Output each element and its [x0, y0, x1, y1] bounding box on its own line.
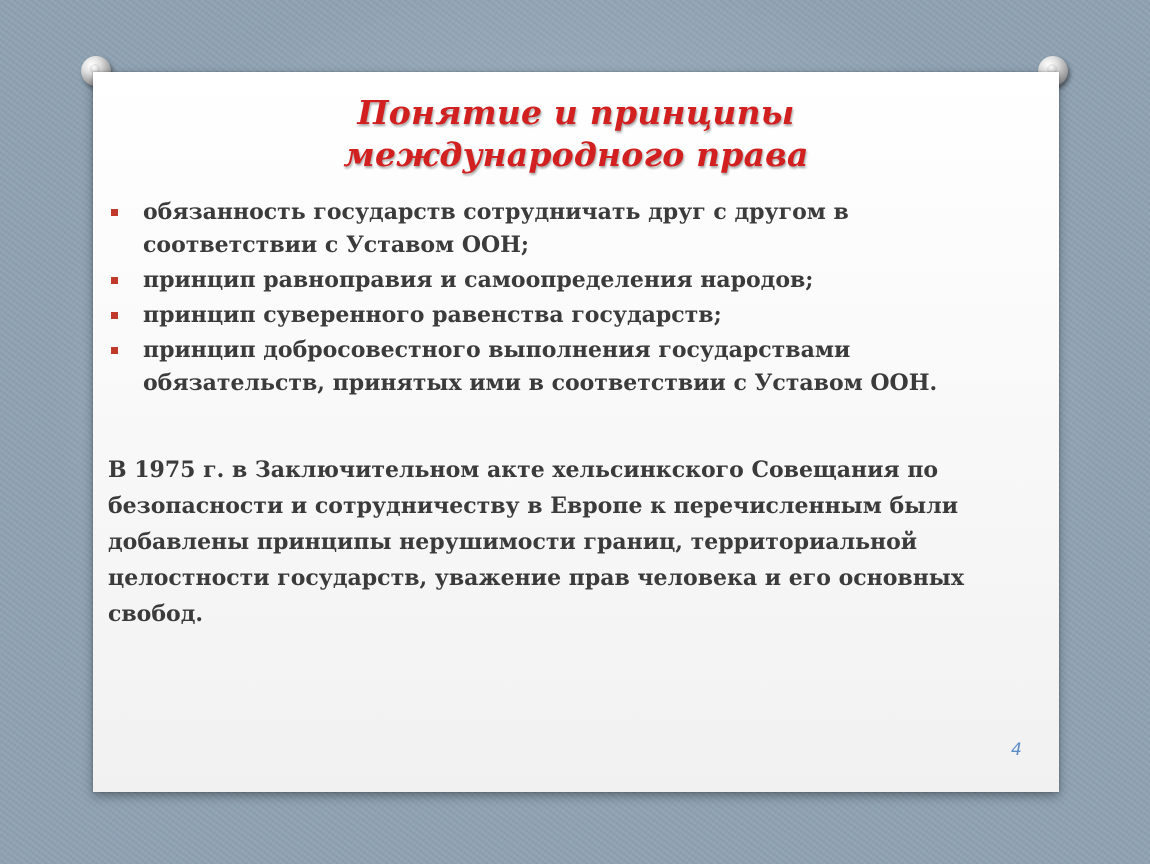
- list-item-text: принцип суверенного равенства государств;: [143, 302, 722, 328]
- square-bullet-icon: [111, 312, 118, 319]
- square-bullet-icon: [111, 209, 118, 216]
- square-bullet-icon: [111, 277, 118, 284]
- list-item: [108, 334, 1028, 400]
- square-bullet-icon: [111, 347, 118, 354]
- list-item-text: принцип добросовестного выполнения государствами обязательств, принятых ими в соответствии с Уставом ООН.: [143, 337, 938, 396]
- list-item: [108, 264, 1028, 297]
- list-item: [108, 196, 1028, 262]
- body-paragraph: В 1975 г. в Заключительном акте хельсинкского Совещания по безопасности и сотрудничеству в Европе к перечисленным были добавлены принципы нерушимости границ, территориальной целостности государств, уважение прав человека и его основных свобод.: [108, 457, 964, 627]
- list-item-text: принцип равноправия и самоопределения народов;: [143, 267, 814, 293]
- slide-title: Понятие и принципы международного права: [343, 93, 809, 174]
- list-item-text: обязанность государств сотрудничать друг с другом в соответствии с Уставом ООН;: [143, 199, 849, 258]
- list-item: [108, 299, 1028, 332]
- slide: [93, 72, 1059, 792]
- page-number: 4: [1011, 740, 1022, 760]
- bullet-list: [108, 196, 1028, 402]
